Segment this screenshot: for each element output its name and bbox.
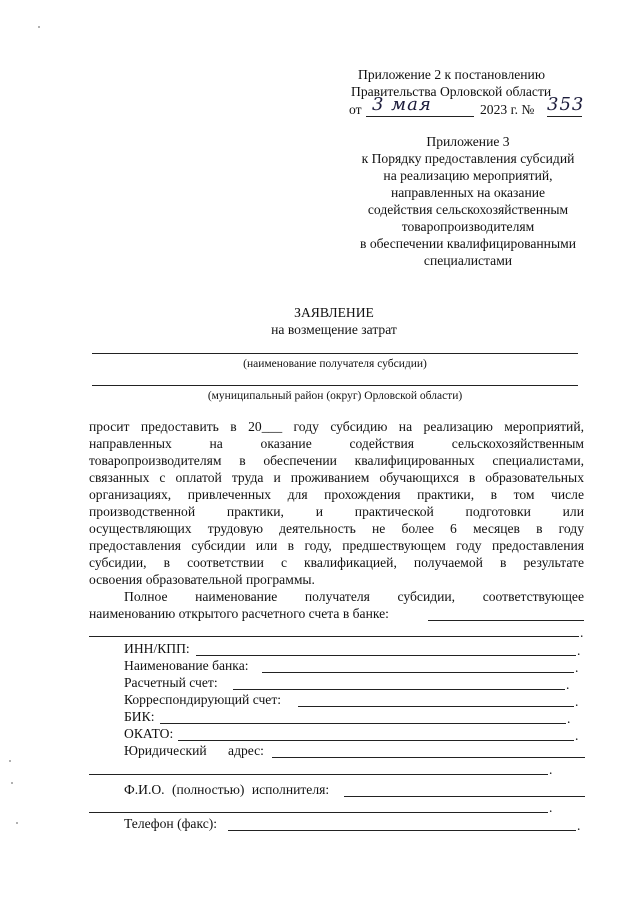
- appendix3-block: [330, 133, 606, 269]
- recipient-caption: (наименование получателя субсидии): [243, 358, 427, 370]
- body-line-last: освоения образовательной программы.: [89, 572, 315, 587]
- executor-field-2[interactable]: [89, 812, 548, 813]
- handwritten-date: 3 мая: [372, 94, 432, 115]
- account-label: Расчетный счет:: [124, 675, 218, 690]
- bik-field[interactable]: [160, 723, 566, 724]
- bik-label: БИК:: [124, 709, 155, 724]
- legal-address-field[interactable]: [272, 757, 585, 758]
- body-paragraph-2-line2: наименованию открытого расчетного счета в банке:: [89, 606, 389, 621]
- bank-label: Наименование банка:: [124, 658, 249, 673]
- document-title: ЗАЯВЛЕНИЕ: [294, 305, 374, 320]
- scan-speck: [38, 26, 40, 28]
- body-line: субсидии, в соответствии с квалификацией, получаемой в результате: [89, 555, 584, 570]
- appendix3-line: к Порядку предоставления субсидий: [361, 151, 575, 166]
- legal-address-label: Юридический адрес:: [124, 743, 264, 758]
- appendix2-line1: Приложение 2 к постановлению: [358, 67, 545, 82]
- appendix3-line: направленных на оказание: [390, 185, 546, 200]
- legal-address-field-2[interactable]: [89, 774, 548, 775]
- body-line: осуществляющих трудовую деятельность не более 6 месяцев в году: [89, 521, 584, 536]
- executor-field[interactable]: [344, 796, 585, 797]
- appendix3-line: содействия сельскохозяйственным: [367, 202, 569, 217]
- appendix3-line: товаропроизводителям: [401, 219, 535, 234]
- appendix2-line2: Правительства Орловской области: [351, 84, 552, 99]
- recipient-name-field[interactable]: [92, 353, 578, 354]
- body-line: направленных на оказание содействия сельскохозяйственным: [89, 436, 584, 451]
- body-line: предоставления субсидии или в году, предшествующем году предоставления: [89, 538, 584, 553]
- body-line: связанных с оплатой труда и проживанием обучающихся в образовательных: [89, 470, 584, 485]
- line-period: .: [566, 677, 570, 692]
- scan-speck: [16, 822, 18, 824]
- account-name-field[interactable]: [428, 620, 584, 621]
- appendix2-from: от: [349, 102, 362, 117]
- bank-field[interactable]: [262, 672, 574, 673]
- line-period: .: [577, 643, 581, 658]
- body-paragraph-1: [89, 418, 584, 588]
- district-caption: (муниципальный район (округ) Орловской области): [207, 390, 463, 402]
- appendix3-line: специалистами: [423, 253, 513, 268]
- document-subtitle: на возмещение затрат: [271, 322, 397, 337]
- account-field[interactable]: [233, 689, 565, 690]
- line-period: .: [549, 800, 553, 815]
- account-name-field-2[interactable]: [89, 636, 579, 637]
- scan-speck: [11, 782, 13, 784]
- inn-label: ИНН/КПП:: [124, 641, 190, 656]
- okato-label: ОКАТО:: [124, 726, 174, 741]
- district-field[interactable]: [92, 385, 578, 386]
- corr-account-field[interactable]: [298, 706, 574, 707]
- line-period: .: [575, 694, 579, 709]
- body-line: просит предоставить в 20___ году субсидию на реализацию мероприятий,: [89, 419, 584, 434]
- body-line: производственной практики, и практической подготовки или: [89, 504, 584, 519]
- appendix3-line: на реализацию мероприятий,: [383, 168, 553, 183]
- appendix3-line: в обеспечении квалифицированными: [360, 236, 576, 251]
- line-period: .: [549, 762, 553, 777]
- corr-account-label: Корреспондирующий счет:: [124, 692, 282, 707]
- line-period: .: [577, 818, 581, 833]
- body-line: организациях, привлеченных для прохождения практики, в том числе: [89, 487, 584, 502]
- line-period: .: [580, 625, 584, 640]
- phone-field[interactable]: [228, 830, 576, 831]
- line-period: .: [567, 711, 571, 726]
- line-period: .: [575, 660, 579, 675]
- handwritten-number: 353: [547, 94, 585, 115]
- line-period: .: [575, 728, 579, 743]
- body-paragraph-2-line1: Полное наименование получателя субсидии, соответствующее: [124, 589, 584, 604]
- scan-speck: [9, 760, 11, 762]
- appendix2-year: 2023 г. №: [480, 102, 535, 117]
- inn-field[interactable]: [196, 655, 576, 656]
- date-underline: [366, 116, 474, 117]
- appendix3-line: Приложение 3: [426, 134, 510, 149]
- number-underline: [547, 116, 582, 117]
- okato-field[interactable]: [178, 740, 574, 741]
- phone-label: Телефон (факс):: [124, 816, 218, 831]
- executor-label: Ф.И.О. (полностью) исполнителя:: [124, 782, 330, 797]
- body-line: товаропроизводителям в обеспечении квалифицированных специалистами,: [89, 453, 584, 468]
